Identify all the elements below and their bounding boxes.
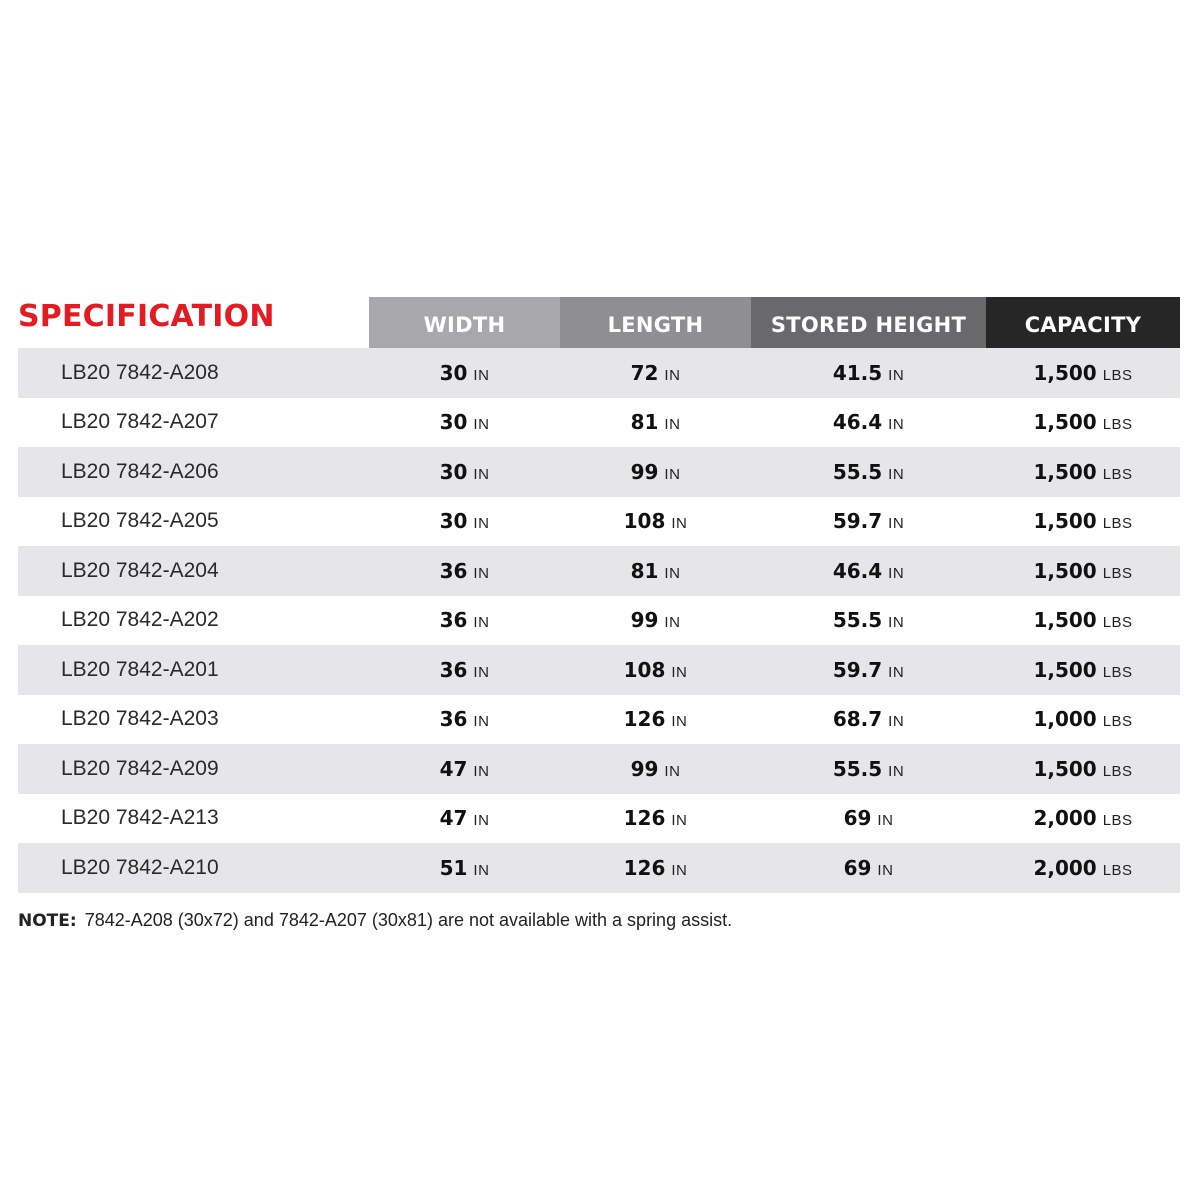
- length-cell-value: 99: [630, 756, 659, 781]
- table-row: [18, 695, 1180, 745]
- width-cell-unit: IN: [473, 366, 490, 384]
- capacity-cell-value: 2,000: [1033, 855, 1097, 880]
- capacity-cell-unit: LBS: [1102, 465, 1133, 483]
- stored-height-cell-unit: IN: [877, 861, 894, 879]
- length-cell-value: 126: [623, 707, 666, 732]
- stored-height-cell-value: 55.5: [832, 756, 883, 781]
- length-cell-value: 108: [623, 509, 666, 534]
- capacity-cell: [986, 707, 1180, 731]
- stored-height-cell: [751, 361, 986, 385]
- stored-height-cell: [751, 509, 986, 533]
- stored-height-cell-unit: IN: [888, 416, 905, 434]
- length-cell: [560, 608, 751, 632]
- model-cell: LB20 7842-A209: [61, 756, 219, 780]
- width-cell-unit: IN: [473, 663, 490, 681]
- width-cell-value: 51: [439, 855, 468, 880]
- note-label: NOTE:: [18, 911, 77, 931]
- width-cell: [369, 608, 560, 632]
- model-cell: LB20 7842-A213: [61, 806, 219, 830]
- stored-height-cell-unit: IN: [888, 663, 905, 681]
- table-row: [18, 497, 1180, 547]
- length-cell-unit: IN: [664, 614, 681, 632]
- stored-height-cell-value: 55.5: [832, 608, 883, 633]
- stored-height-cell-value: 46.4: [832, 410, 883, 435]
- stored-height-cell: [751, 658, 986, 682]
- width-cell-unit: IN: [473, 416, 490, 434]
- width-cell: [369, 856, 560, 880]
- capacity-cell: [986, 806, 1180, 830]
- capacity-cell-value: 2,000: [1033, 806, 1097, 831]
- table-row: [18, 546, 1180, 596]
- length-cell-value: 108: [623, 657, 666, 682]
- stored-height-cell-unit: IN: [888, 564, 905, 582]
- width-cell-unit: IN: [473, 713, 490, 731]
- stored-height-cell-unit: IN: [888, 762, 905, 780]
- stored-height-cell: [751, 757, 986, 781]
- model-cell: LB20 7842-A208: [61, 360, 219, 384]
- capacity-cell-unit: LBS: [1102, 614, 1133, 632]
- capacity-cell: [986, 410, 1180, 434]
- width-cell: [369, 509, 560, 533]
- stored-height-cell-value: 69: [843, 855, 872, 880]
- length-cell: [560, 509, 751, 533]
- width-cell-unit: IN: [473, 812, 490, 830]
- width-cell-value: 47: [439, 756, 468, 781]
- capacity-cell: [986, 608, 1180, 632]
- length-cell-unit: IN: [664, 366, 681, 384]
- capacity-cell-unit: LBS: [1102, 861, 1133, 879]
- model-cell: LB20 7842-A210: [61, 855, 219, 879]
- width-cell-unit: IN: [473, 762, 490, 780]
- length-cell: [560, 707, 751, 731]
- stored-height-cell-value: 55.5: [832, 459, 883, 484]
- length-cell: [560, 806, 751, 830]
- stored-height-cell-value: 68.7: [832, 707, 883, 732]
- length-cell: [560, 559, 751, 583]
- capacity-cell-unit: LBS: [1102, 564, 1133, 582]
- spec-table-body: [18, 348, 1180, 893]
- stored-height-cell-value: 41.5: [832, 360, 883, 385]
- stored-height-cell-value: 59.7: [832, 509, 883, 534]
- stored-height-cell: [751, 608, 986, 632]
- capacity-cell-unit: LBS: [1102, 515, 1133, 533]
- capacity-cell-value: 1,500: [1033, 608, 1097, 633]
- model-cell: LB20 7842-A205: [61, 509, 219, 533]
- capacity-cell: [986, 658, 1180, 682]
- column-header-stored-height: STORED HEIGHT: [751, 297, 986, 348]
- length-cell: [560, 460, 751, 484]
- table-row: [18, 596, 1180, 646]
- column-header-length: LENGTH: [560, 297, 751, 348]
- length-cell-value: 81: [630, 410, 659, 435]
- stored-height-cell-unit: IN: [888, 515, 905, 533]
- width-cell-unit: IN: [473, 515, 490, 533]
- page-title: SPECIFICATION: [18, 299, 275, 334]
- width-cell-unit: IN: [473, 465, 490, 483]
- stored-height-cell-unit: IN: [888, 366, 905, 384]
- length-cell-value: 126: [623, 855, 666, 880]
- width-cell-value: 36: [439, 608, 468, 633]
- capacity-cell-value: 1,500: [1033, 360, 1097, 385]
- stored-height-cell-unit: IN: [877, 812, 894, 830]
- width-cell: [369, 361, 560, 385]
- length-cell: [560, 361, 751, 385]
- stored-height-cell: [751, 806, 986, 830]
- length-cell-unit: IN: [664, 564, 681, 582]
- length-cell-value: 99: [630, 459, 659, 484]
- column-header-width: WIDTH: [369, 297, 560, 348]
- width-cell: [369, 559, 560, 583]
- table-header: [369, 297, 1180, 348]
- model-cell: LB20 7842-A206: [61, 459, 219, 483]
- stored-height-cell: [751, 707, 986, 731]
- capacity-cell: [986, 757, 1180, 781]
- note-text: 7842-A208 (30x72) and 7842-A207 (30x81) are not available with a spring assist.: [84, 910, 733, 930]
- stored-height-cell: [751, 559, 986, 583]
- capacity-cell-value: 1,500: [1033, 657, 1097, 682]
- capacity-cell-value: 1,500: [1033, 756, 1097, 781]
- length-cell-unit: IN: [671, 861, 688, 879]
- width-cell-value: 36: [439, 657, 468, 682]
- table-row: [18, 398, 1180, 448]
- length-cell: [560, 856, 751, 880]
- stored-height-cell-unit: IN: [888, 465, 905, 483]
- capacity-cell-unit: LBS: [1102, 663, 1133, 681]
- table-row: [18, 744, 1180, 794]
- length-cell-unit: IN: [664, 416, 681, 434]
- width-cell-unit: IN: [473, 861, 490, 879]
- table-row: [18, 447, 1180, 497]
- width-cell: [369, 410, 560, 434]
- stored-height-cell: [751, 410, 986, 434]
- table-row: [18, 794, 1180, 844]
- capacity-cell-value: 1,500: [1033, 410, 1097, 435]
- width-cell: [369, 707, 560, 731]
- width-cell: [369, 806, 560, 830]
- model-cell: LB20 7842-A201: [61, 657, 219, 681]
- capacity-cell-value: 1,500: [1033, 558, 1097, 583]
- capacity-cell-unit: LBS: [1102, 762, 1133, 780]
- capacity-cell-unit: LBS: [1102, 366, 1133, 384]
- width-cell: [369, 658, 560, 682]
- width-cell-value: 30: [439, 509, 468, 534]
- width-cell-value: 47: [439, 806, 468, 831]
- stored-height-cell-unit: IN: [888, 713, 905, 731]
- capacity-cell: [986, 361, 1180, 385]
- width-cell: [369, 460, 560, 484]
- length-cell: [560, 410, 751, 434]
- length-cell-value: 81: [630, 558, 659, 583]
- stored-height-cell-value: 46.4: [832, 558, 883, 583]
- capacity-cell: [986, 856, 1180, 880]
- length-cell-unit: IN: [671, 515, 688, 533]
- stored-height-cell: [751, 460, 986, 484]
- capacity-cell: [986, 460, 1180, 484]
- width-cell-unit: IN: [473, 614, 490, 632]
- length-cell-unit: IN: [664, 465, 681, 483]
- capacity-cell-value: 1,500: [1033, 509, 1097, 534]
- stored-height-cell-value: 69: [843, 806, 872, 831]
- length-cell-value: 72: [630, 360, 659, 385]
- width-cell-value: 30: [439, 360, 468, 385]
- column-header-capacity: CAPACITY: [986, 297, 1180, 348]
- capacity-cell-value: 1,500: [1033, 459, 1097, 484]
- capacity-cell-unit: LBS: [1102, 416, 1133, 434]
- length-cell: [560, 757, 751, 781]
- capacity-cell: [986, 509, 1180, 533]
- capacity-cell-value: 1,000: [1033, 707, 1097, 732]
- width-cell-unit: IN: [473, 564, 490, 582]
- footnote: [18, 910, 732, 931]
- stored-height-cell-value: 59.7: [832, 657, 883, 682]
- table-row: [18, 348, 1180, 398]
- length-cell-value: 99: [630, 608, 659, 633]
- width-cell-value: 36: [439, 558, 468, 583]
- capacity-cell-unit: LBS: [1102, 713, 1133, 731]
- table-row: [18, 843, 1180, 893]
- model-cell: LB20 7842-A203: [61, 707, 219, 731]
- width-cell-value: 30: [439, 410, 468, 435]
- width-cell-value: 36: [439, 707, 468, 732]
- width-cell-value: 30: [439, 459, 468, 484]
- model-cell: LB20 7842-A202: [61, 608, 219, 632]
- capacity-cell-unit: LBS: [1102, 812, 1133, 830]
- stored-height-cell-unit: IN: [888, 614, 905, 632]
- table-row: [18, 645, 1180, 695]
- length-cell-unit: IN: [671, 713, 688, 731]
- model-cell: LB20 7842-A207: [61, 410, 219, 434]
- capacity-cell: [986, 559, 1180, 583]
- width-cell: [369, 757, 560, 781]
- stored-height-cell: [751, 856, 986, 880]
- length-cell: [560, 658, 751, 682]
- length-cell-unit: IN: [664, 762, 681, 780]
- model-cell: LB20 7842-A204: [61, 558, 219, 582]
- length-cell-unit: IN: [671, 663, 688, 681]
- length-cell-value: 126: [623, 806, 666, 831]
- length-cell-unit: IN: [671, 812, 688, 830]
